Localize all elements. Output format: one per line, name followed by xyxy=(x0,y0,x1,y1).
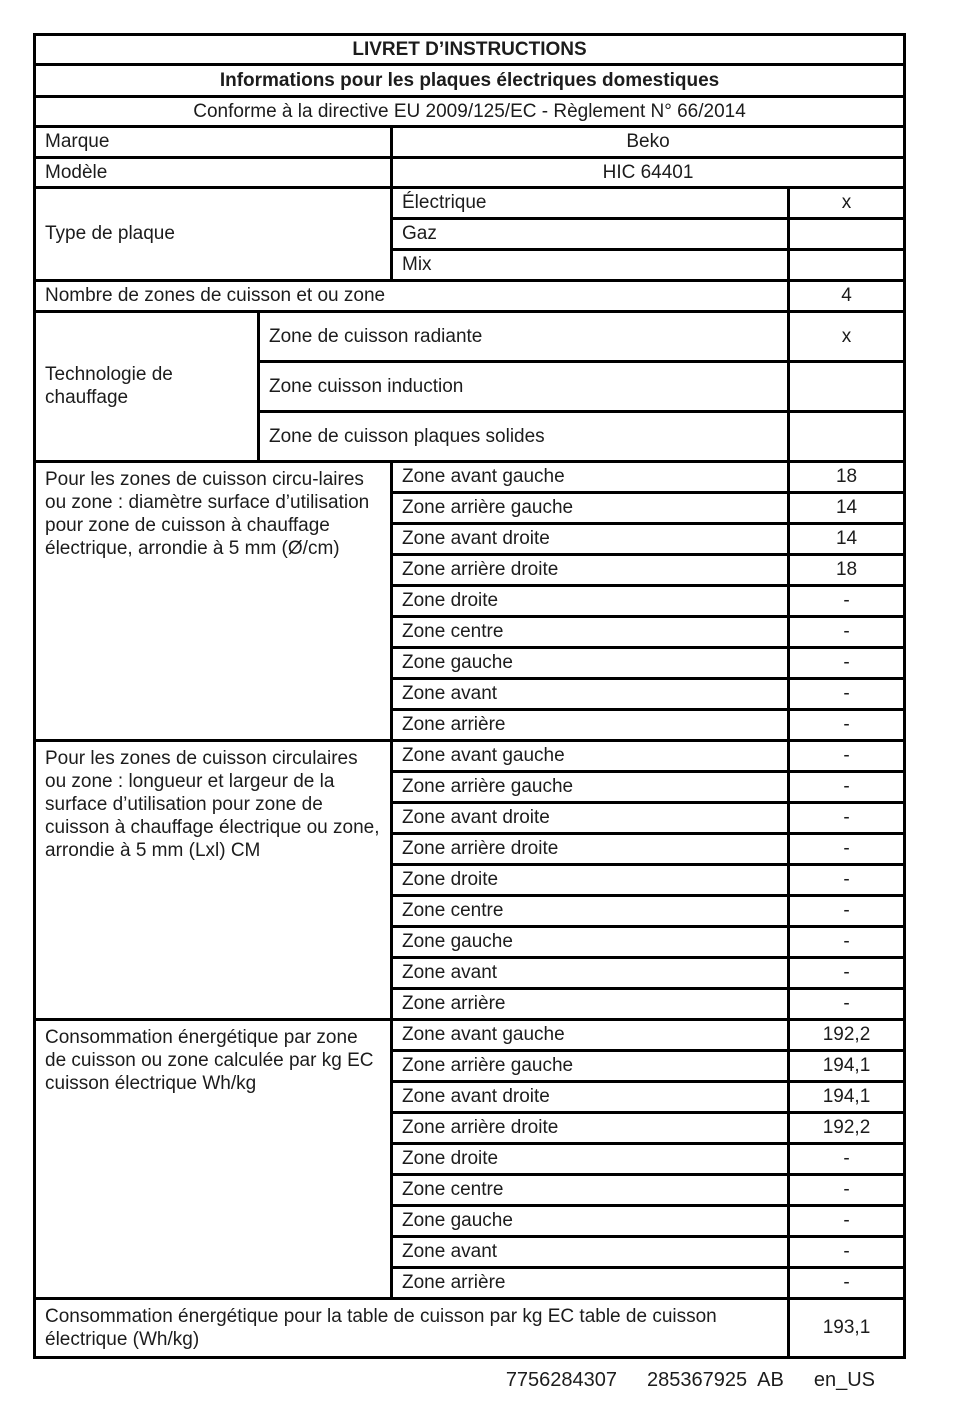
zone-value: 194,1 xyxy=(789,1081,905,1112)
zone-label: Zone centre xyxy=(392,895,789,926)
zone-value: 192,2 xyxy=(789,1019,905,1050)
directive-line: Conforme à la directive EU 2009/125/EC - Règlement N° 66/2014 xyxy=(35,97,905,127)
zone-value: 18 xyxy=(789,461,905,492)
model-label: Modèle xyxy=(35,157,392,187)
table-row xyxy=(35,740,905,771)
zone-label: Zone droite xyxy=(392,864,789,895)
zones-count-value: 4 xyxy=(789,280,905,311)
zone-label: Zone droite xyxy=(392,1143,789,1174)
brand-label: Marque xyxy=(35,127,392,157)
page-subtitle: Informations pour les plaques électriques domestiques xyxy=(35,65,905,97)
zone-value: - xyxy=(789,895,905,926)
table-row xyxy=(35,311,905,361)
plate-type-option: Électrique xyxy=(392,187,789,218)
zone-value: - xyxy=(789,1143,905,1174)
zone-value: - xyxy=(789,585,905,616)
zone-value: - xyxy=(789,1205,905,1236)
zone-label: Zone gauche xyxy=(392,647,789,678)
zone-value: - xyxy=(789,740,905,771)
plate-type-option: Gaz xyxy=(392,218,789,249)
plate-type-value xyxy=(789,218,905,249)
table-row xyxy=(35,157,905,187)
zone-label: Zone avant xyxy=(392,1236,789,1267)
zone-label: Zone avant droite xyxy=(392,523,789,554)
zone-value: 14 xyxy=(789,523,905,554)
zone-label: Zone avant gauche xyxy=(392,461,789,492)
model-value: HIC 64401 xyxy=(392,157,905,187)
footer-part-code: 285367925 AB xyxy=(647,1368,784,1391)
table-row xyxy=(35,127,905,157)
zone-label: Zone arrière gauche xyxy=(392,1050,789,1081)
zone-label: Zone avant droite xyxy=(392,802,789,833)
footer-locale-code: en_US xyxy=(813,1368,875,1391)
plate-type-value xyxy=(789,249,905,280)
plate-type-option: Mix xyxy=(392,249,789,280)
brand-value: Beko xyxy=(392,127,905,157)
total-consumption-label: Consommation énergétique pour la table de cuisson par kg EC table de cuisson électrique (Wh/kg) xyxy=(35,1298,789,1357)
zones-count-label: Nombre de zones de cuisson et ou zone xyxy=(35,280,789,311)
zone-value: 14 xyxy=(789,492,905,523)
zone-label: Zone avant droite xyxy=(392,1081,789,1112)
zone-label: Zone centre xyxy=(392,616,789,647)
heating-technology-label: Technologie de chauffage xyxy=(35,311,259,461)
footer-codes xyxy=(33,1369,903,1392)
table-row xyxy=(35,461,905,492)
zone-value: - xyxy=(789,616,905,647)
heating-technology-option: Zone cuisson induction xyxy=(259,361,789,411)
zone-value: 18 xyxy=(789,554,905,585)
table-row xyxy=(35,35,905,65)
heating-technology-option: Zone de cuisson plaques solides xyxy=(259,411,789,461)
zone-label: Zone arrière droite xyxy=(392,833,789,864)
zone-value: - xyxy=(789,1174,905,1205)
zone-label: Zone arrière droite xyxy=(392,1112,789,1143)
table-row xyxy=(35,187,905,218)
zone-label: Zone arrière xyxy=(392,709,789,740)
zone-value: - xyxy=(789,678,905,709)
zone-value: - xyxy=(789,957,905,988)
zone-value: - xyxy=(789,1267,905,1298)
section-dimensions-label: Pour les zones de cuisson circulaires ou zone : longueur et largeur de la surface d’utilisation pour zone de cuisson à chauffage électrique ou zone, arrondie à 5 mm (Lxl) CM xyxy=(35,740,392,1019)
zone-value: - xyxy=(789,833,905,864)
zone-label: Zone gauche xyxy=(392,926,789,957)
zone-label: Zone droite xyxy=(392,585,789,616)
zone-value: - xyxy=(789,926,905,957)
zone-label: Zone arrière xyxy=(392,1267,789,1298)
zone-label: Zone avant gauche xyxy=(392,1019,789,1050)
spec-table xyxy=(33,33,906,1359)
zone-value: - xyxy=(789,771,905,802)
zone-label: Zone avant xyxy=(392,678,789,709)
plate-type-value: x xyxy=(789,187,905,218)
zone-value: - xyxy=(789,1236,905,1267)
zone-value: - xyxy=(789,864,905,895)
zone-label: Zone arrière droite xyxy=(392,554,789,585)
table-row xyxy=(35,97,905,127)
zone-value: 194,1 xyxy=(789,1050,905,1081)
zone-label: Zone arrière xyxy=(392,988,789,1019)
zone-value: - xyxy=(789,802,905,833)
footer-document-code: 7756284307 xyxy=(505,1368,618,1391)
section-consumption-label: Consommation énergétique par zone de cuisson ou zone calculée par kg EC cuisson électrique Wh/kg xyxy=(35,1019,392,1298)
section-diameter-label: Pour les zones de cuisson circu-laires ou zone : diamètre surface d’utilisation pour zone de cuisson à chauffage électrique, arrondie à 5 mm (Ø/cm) xyxy=(35,461,392,740)
zone-value: 192,2 xyxy=(789,1112,905,1143)
table-row xyxy=(35,1019,905,1050)
page-title: LIVRET D’INSTRUCTIONS xyxy=(35,35,905,65)
zone-label: Zone arrière gauche xyxy=(392,492,789,523)
heating-technology-value xyxy=(789,361,905,411)
table-row xyxy=(35,65,905,97)
heating-technology-value: x xyxy=(789,311,905,361)
zone-label: Zone avant gauche xyxy=(392,740,789,771)
zone-label: Zone centre xyxy=(392,1174,789,1205)
table-row xyxy=(35,1298,905,1357)
zone-label: Zone arrière gauche xyxy=(392,771,789,802)
zone-label: Zone avant xyxy=(392,957,789,988)
zone-label: Zone gauche xyxy=(392,1205,789,1236)
zone-value: - xyxy=(789,647,905,678)
zone-value: - xyxy=(789,709,905,740)
plate-type-label: Type de plaque xyxy=(35,187,392,280)
zone-value: - xyxy=(789,988,905,1019)
heating-technology-option: Zone de cuisson radiante xyxy=(259,311,789,361)
table-row xyxy=(35,280,905,311)
total-consumption-value: 193,1 xyxy=(789,1298,905,1357)
heating-technology-value xyxy=(789,411,905,461)
